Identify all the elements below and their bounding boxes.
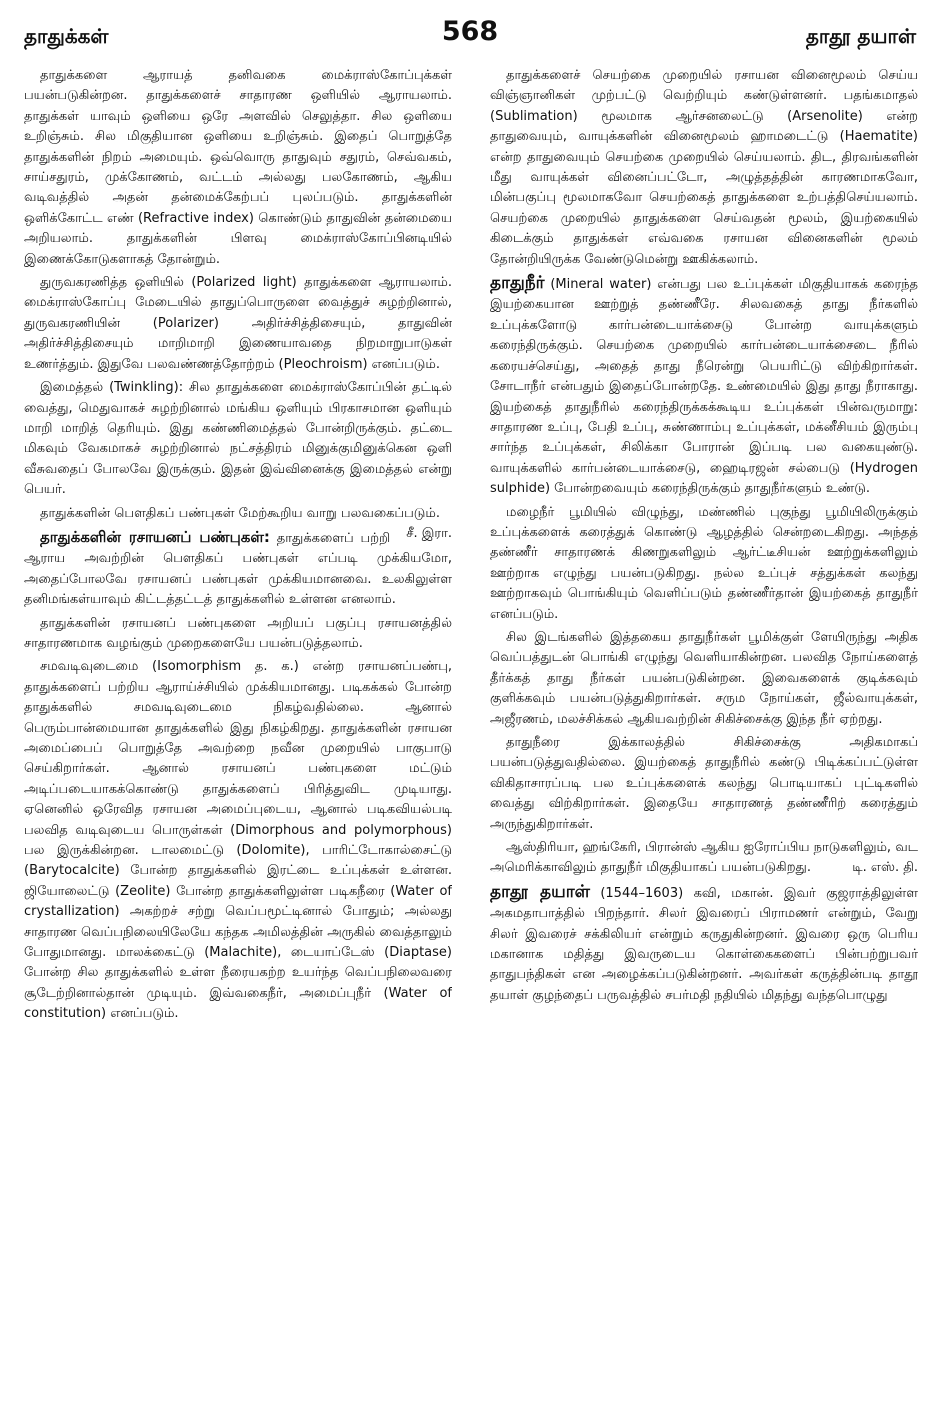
entry-heading: தாதுநீர்	[490, 273, 545, 294]
page-number: 568	[441, 16, 499, 47]
paragraph	[490, 838, 918, 879]
author-signature: டி. எஸ். தி.	[852, 860, 918, 876]
paragraph-text: தாதுக்களைப் பற்றி ஆராய அவற்றின் பௌதிகப் பண்புகள் எப்படி முக்கியமோ, அதைப்போலவே ரசாயனப் பண்புகள் முக்கியமானவை. உலகிலுள்ள தனிமங்கள்யாவும் கிட்டத்தட்டத் தாதுக்களில் உள்ளன எனலாம்.	[24, 530, 452, 608]
entry-years: (1544–1603)	[600, 885, 684, 901]
section-heading: தாதுக்களின் ரசாயனப் பண்புகள்:	[40, 527, 270, 546]
entry-heading: தாதூ தயாள்	[490, 881, 590, 902]
right-column	[490, 66, 918, 1396]
paragraph-text: ஆஸ்திரியா, ஹங்கேரி, பிரான்ஸ் ஆகிய ஐரோப்பிய நாடுகளிலும், வட அமெரிக்காவிலும் தாதுநீர் மிகுதியாகப் பயன்படுகிறது.	[490, 840, 918, 876]
paragraph: இமைத்தல் (Twinkling): சில தாதுக்களை மைக்ராஸ்கோப்பின் தட்டில் வைத்து, மெதுவாகச் சுழற்றினால் மங்கிய ஒளியும் பிரகாசமான ஒளியும் மாறி மாறித் தெரியும். இது கண்ணிமைத்தல் போன்றிருக்கும். தட்டை மிகவும் வேகமாகச் சுழற்றினால் நட்சத்திரம் மினுக்குமினுக்கென ஒளி வீசுவதைப் போலவே இருக்கும். இதன் இவ்வினைக்கு இமைத்தல் என்று பெயர்.	[24, 380, 452, 498]
left-column	[24, 66, 452, 1396]
header-left-keyword: தாதுக்கள்	[24, 24, 109, 48]
author-signature: சீ. இரா.	[406, 525, 452, 541]
paragraph-text: தாதுக்களின் பௌதிகப் பண்புகள் மேற்கூறிய வாறு பலவகைப்படும்.	[40, 505, 440, 521]
paragraph: தாதுக்களின் ரசாயனப் பண்புகளை அறியப் பகுப்பு ரசாயனத்தில் சாதாரணமாக வழங்கும் முறைகளையே பயன்படுத்தலாம்.	[24, 615, 452, 651]
paragraph	[490, 273, 918, 499]
paragraph	[24, 527, 452, 611]
paragraph: துருவகரணித்த ஒளியில் (Polarized light) தாதுக்களை ஆராயலாம். மைக்ராஸ்கோப்பு மேடையில் தாதுப்பொருளை வைத்துச் சுழற்றினால், துருவகரணியின் (Polarizer) அதிர்ச்சித்திசையும், தாதுவின் அதிர்ச்சித்திசையும் மாறிமாறி இணையாவதை நிறமாறுபாடுகள் உணர்த்தும். இதுவே பலவண்ணத்தோற்றம் (Pleochroism) எனப்படும்.	[24, 275, 452, 372]
paragraph: மழைநீர் பூமியில் விழுந்து, மண்ணில் புகுந்து பூமியிலிருக்கும் உப்புக்களைக் கரைத்துக் கொண்டு ஆழத்தில் சென்றடைகிறது. அந்தத் தண்ணீர் சாதாரணக் கிணறுகளிலும் ஆர்ட்டீசியன் ஊற்றுக்களிலும் ஊற்றாக எழுந்து பயன்படுகிறது. நல்ல உப்புச் சத்துக்கள் கலந்து ஊற்றாகவும் பொங்கியும் வெளிப்படும் தண்ணீர்தான் இயற்கைத் தாதுநீர் எனப்படும்.	[490, 504, 918, 622]
paragraph-text: கவி, மகான். இவர் குஜராத்திலுள்ள அகமதாபாத்தில் பிறந்தார். சிலர் இவரைப் பிராமணர் என்றும், வேறு சிலர் இவரைச் சக்கிலியர் என்றும் கருதுகின்றனர். இவரை ஒரு பெரிய மகானாக மதித்து இவருடைய கொள்கைகளைப் பின்பற்றுபவர் தாதுபந்திகள் என அழைக்கப்படுகின்றனர். அவர்கள் கருத்தின்படி தாதூ தயாள் குழந்தைப் பருவத்தில் சபர்மதி நதியில் மிதந்து வந்தபொழுது	[490, 885, 918, 1003]
paragraph: தாதுக்களை ஆராயத் தனிவகை மைக்ராஸ்கோப்புக்கள் பயன்படுகின்றன. தாதுக்களைச் சாதாரண ஒளியில் ஆராயலாம். தாதுக்கள் யாவும் ஒளியை ஒரே அளவில் செலுத்தா. சில ஒளியை உறிஞ்சும். சில மிகுதியான ஒளியை உறிஞ்சும். இதைப் பொறுத்தே தாதுக்களின் நிறம் அமையும். ஒவ்வொரு தாதுவும் சதுரம், செவ்வகம், சாய்சதுரம், முக்கோணம், வட்டம் அல்லது பலகோணம், ஆகிய வடிவத்தில் அதன் தன்மைக்கேற்பப் புலப்படும். தாதுக்களின் ஒளிக்கோட்ட எண் (Refractive index) கொண்டும் தாதுவின் தன்மையை அறியலாம். தாதுக்களின் பிளவு மைக்ராஸ்கோப்பினடியில் இணைக்கோடுகளாகத் தோன்றும்.	[24, 68, 452, 267]
paragraph: சமவடிவுடைமை (Isomorphism த. க.) என்ற ரசாயனப்பண்பு, தாதுக்களைப் பற்றிய ஆராய்ச்சியில் முக்கியமானது. படிகக்கல் போன்ற தாதுக்களில் சமவடிவுடைமை நிகழ்வதில்லை. ஆனால் பெரும்பான்மையான தாதுக்களில் இது நிகழ்கிறது. தாதுக்களின் ரசாயன அமைப்பைப் பொறுத்தே அவற்றை நவீன முறையில் பாகுபாடு செய்கிறார்கள். ஆனால் ரசாயனப் பண்புகளை மட்டும் அடிப்படையாகக்கொண்டு தாதுக்களைப் பிரித்துவிட முடியாது. ஏனெனில் ஒரேவித ரசாயன அமைப்புடைய, ஆனால் படிகவியல்படி பலவித வடிவுடைய பொருள்கள் (Dimorphous and polymorphous) பல இருக்கின்றன. டாலமைட்டு (Dolomite), பாரிட்டோகால்சைட்டு (Barytocalcite) போன்ற தாதுக்களில் இரட்டை உப்புக்கள் உள்ளன. ஜியோலைட்டு (Zeolite) போன்ற தாதுக்களிலுள்ள படிகநீரை (Water of crystallization) அகற்றச் சற்று வெப்பமூட்டினால் போதும்; அல்லது சாதாரண வெப்பநிலையிலேயே கந்தக அமிலத்தின் அருகில் வைத்தாலும் போதுமானது. மாலக்கைட்டு (Malachite), டையாப்டேஸ் (Diaptase) போன்ற சில தாதுக்களில் உள்ள நீரையகற்ற உயர்ந்த வெப்பநிலைவரை சூடேற்றினால்தான் முடியும். இவ்வகைநீர், அமைப்புநீர் (Water of constitution) எனப்படும்.	[24, 659, 452, 1022]
paragraph: தாதுக்களைச் செயற்கை முறையில் ரசாயன வினைமூலம் செய்ய விஞ்ஞானிகள் முற்பட்டு வெற்றியும் கண்டுள்ளனர். பதங்கமாதல் (Sublimation) மூலமாக ஆர்சனலைட்டு (Arsenolite) என்ற தாதுவையும், வாயுக்களின் வினைமூலம் ஹாமடைட்டு (Haematite) என்ற தாதுவையும் செயற்கை முறையில் செய்யலாம். திட, திரவங்களின் மீது வாயுக்கள் வினைப்பட்டோ, அழுத்தத்தின் காரணமாகவோ, மின்பகுப்பு மூலமாகவோ செயற்கைத் தாதுக்களை உற்பத்திசெய்யலாம். செயற்கை முறையில் தாதுக்களை செய்வதன் மூலம், இயற்கையில் கிடைக்கும் தாதுக்கள் எவ்வகை ரசாயன வினைகளின் மூலம் தோன்றியிருக்க வேண்டுமென்று ஊகிக்கலாம்.	[490, 68, 918, 267]
running-header	[24, 16, 916, 56]
paragraph: தாதுநீரை இக்காலத்தில் சிகிச்சைக்கு அதிகமாகப் பயன்படுத்துவதில்லை. இயற்கைத் தாதுநீரில் கண்டு பிடிக்கப்பட்டுள்ள விகிதாசாரப்படி பல உப்புக்களைக் கலந்து பொடியாகப் புட்டிகளில் வைத்து விற்கிறார்கள். இதையே சாதாரணத் தண்ணீரிற் கரைத்தும் அருந்துகிறார்கள்.	[490, 735, 918, 832]
header-right-keyword: தாதூ தயாள்	[805, 24, 916, 48]
paragraph: சில இடங்களில் இத்தகைய தாதுநீர்கள் பூமிக்குள் ளேயிருந்து அதிக வெப்பத்துடன் பொங்கி எழுந்து வெளியாகின்றன. பலவித நோய்களைத் தீர்க்கத் தாது நீர்கள் பயன்படுகின்றன. இவைகளைக் குடிக்கவும் குளிக்கவும் பயன்படுத்துகிறார்கள். சரும நோய்கள், ஜீல்வாயுக்கள், அஜீரணம், மலச்சிக்கல் ஆகியவற்றின் சிகிச்சைக்கு இந்த நீர் ஏற்றது.	[490, 629, 918, 727]
paragraph	[490, 882, 918, 1006]
paragraph-text: (Mineral water) என்பது பல உப்புக்கள் மிகுதியாகக் கரைந்த இயற்கையான ஊற்றுத் தண்ணீரே. சிலவகைத் தாது நீர்களில் உப்புக்களோடு கார்பன்டையாக்சைடு போன்ற வாயுக்களும் கரைந்திருக்கும். செயற்கை முறையில் கார்பன்டையாக்சைடை நீரில் கரையச்செய்து, அதைத் தாது நீரென்று பெயரிட்டு விற்கிறார்கள். சோடாநீர் என்பதும் இதைப்போன்றதே. உண்மையில் இது தாது நீராகாது. இயற்கைத் தாதுநீரில் கரைந்திருக்கக்கூடிய உப்புக்கள் பின்வருமாறு: சாதாரண உப்பு, பேதி உப்பு, சுண்ணாம்பு உப்புக்கள், மக்னீசியம் இரும்பு சார்ந்த உப்புக்கள், சிலிக்கா போரான் இப்படி பல வகையுண்டு. வாயுக்களில் கார்பன்டையாக்சைடு, ஹைடிரஜன் சல்பைடு (Hydrogen sulphide) போன்றவையும் கரைந்திருக்கும் தாதுநீர்களும் உண்டு.	[490, 277, 918, 497]
